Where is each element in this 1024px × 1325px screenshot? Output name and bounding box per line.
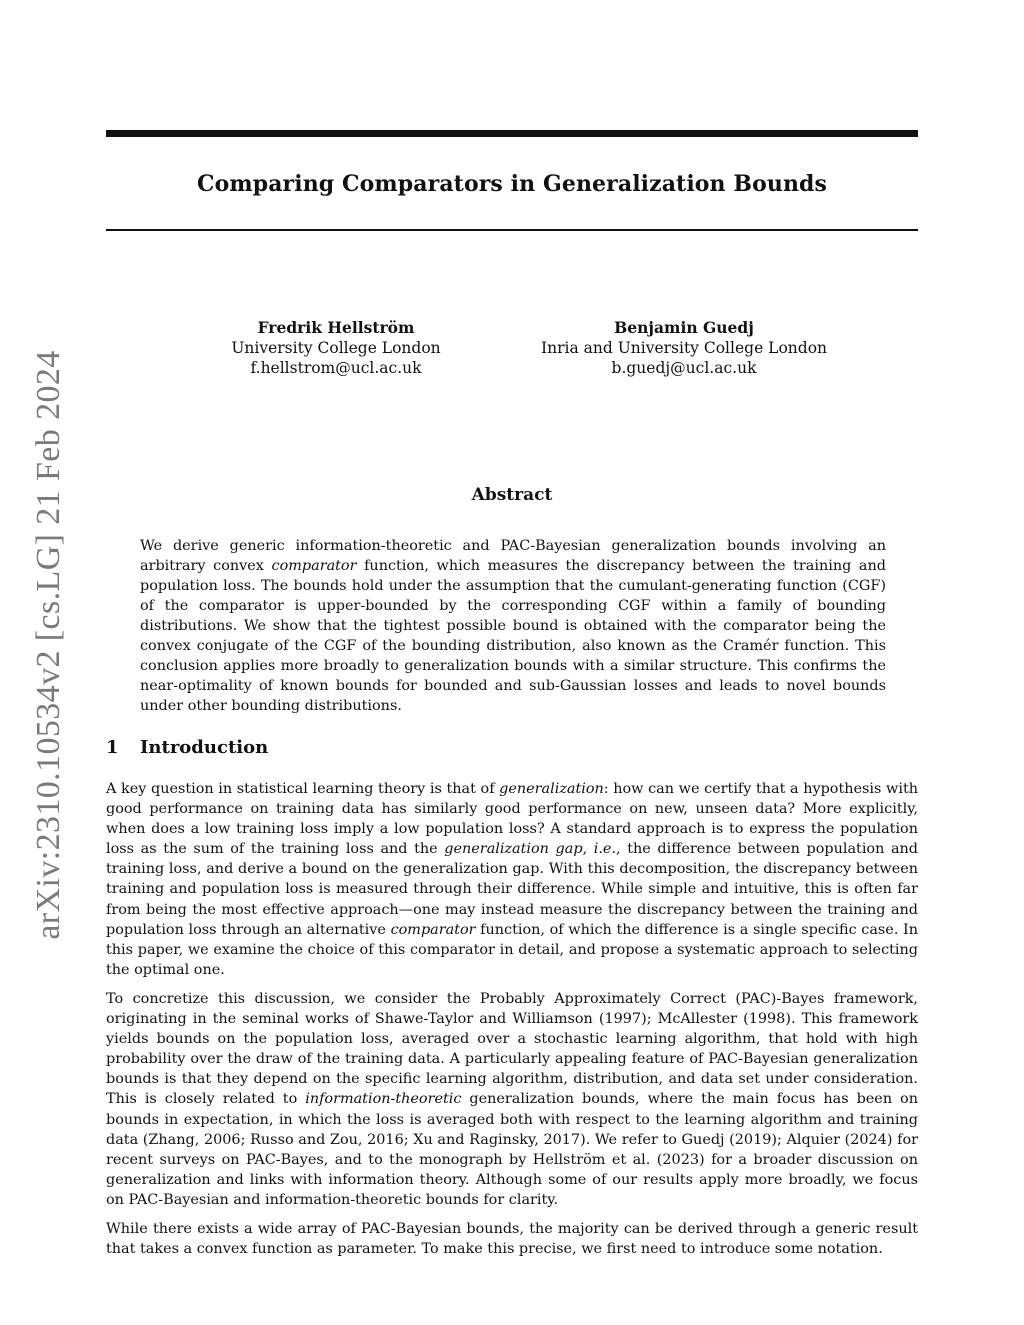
section-title: Introduction <box>140 737 269 758</box>
paragraph-1: A key question in statistical learning theory is that of generalization: how can we certify that a hypothesis with good performance on training data has similarly good performance on new, unseen data? More explicitly, when does a low training loss imply a low population loss? A standard approach is to express the population loss as the sum of the training loss and the generalization gap, i.e., the difference between population and training loss, and derive a bound on the generalization gap. With this decomposition, the discrepancy between training and population loss is measured through their difference. While simple and intuitive, this is often far from being the most effective approach—one may instead measure the discrepancy between the training and population loss through an alternative comparator function, of which the difference is a single specific case. In this paper, we examine the choice of this comparator in detail, and propose a systematic approach to selecting the optimal one. <box>106 781 919 978</box>
author-affiliation: Inria and University College London <box>540 339 828 357</box>
author-name: Benjamin Guedj <box>614 318 754 337</box>
title-top-rule <box>106 130 918 137</box>
author-block-2 <box>504 318 864 378</box>
title-bottom-rule <box>106 229 918 231</box>
section-heading-introduction <box>106 737 268 758</box>
paragraph-3: While there exists a wide array of PAC-Bayesian bounds, the majority can be derived through a generic result that takes a convex function as parameter. To make this precise, we first need to introduce some notation. <box>106 1220 918 1258</box>
author-affiliation: University College London <box>231 339 441 357</box>
abstract-body <box>140 536 886 716</box>
abstract-paragraph: We derive generic information-theoretic and PAC-Bayesian generalization bounds involving an arbitrary convex comparator function, which measures the discrepancy between the training and population loss. The bounds hold under the assumption that the cumulant-generating function (CGF) of the comparator is upper-bounded by the corresponding CGF within a family of bounding distributions. We show that the tightest possible bound is obtained with the comparator being the convex conjugate of the CGF of the bounding distribution, also known as the Cramér function. This conclusion applies more broadly to generalization bounds with a similar structure. This confirms the near-optimality of known bounds for bounded and sub-Gaussian losses and leads to novel bounds under other bounding distributions. <box>140 538 886 714</box>
author-email: b.guedj@ucl.ac.uk <box>611 359 757 377</box>
paragraph-2: To concretize this discussion, we consider the Probably Approximately Correct (PAC)-Bayes framework, originating in the seminal works of Shawe-Taylor and Williamson (1997); McAllester (1998). This framework yields bounds on the population loss, averaged over a stochastic learning algorithm, that hold with high probability over the draw of the training data. A particularly appealing feature of PAC-Bayesian generalization bounds is that they depend on the specific learning algorithm, distribution, and data set under consideration. This is closely related to information-theoretic generalization bounds, where the main focus has been on bounds in expectation, in which the loss is averaged both with respect to the learning algorithm and training data (Zhang, 2006; Russo and Zou, 2016; Xu and Raginsky, 2017). We refer to Guedj (2019); Alquier (2024) for recent surveys on PAC-Bayes, and to the monograph by Hellström et al. (2023) for a broader discussion on generalization and links with information theory. Although some of our results apply more broadly, we focus on PAC-Bayesian and information-theoretic bounds for clarity. <box>106 990 918 1208</box>
author-email: f.hellstrom@ucl.ac.uk <box>250 359 422 377</box>
introduction-body <box>106 779 918 1268</box>
section-number: 1 <box>106 737 119 758</box>
paper-title: Comparing Comparators in Generalization Bounds <box>196 171 828 197</box>
author-name: Fredrik Hellström <box>257 318 415 337</box>
abstract-heading: Abstract <box>471 485 553 505</box>
author-block-1 <box>156 318 516 378</box>
arxiv-identifier-stamp: arXiv:2310.10534v2 [cs.LG] 21 Feb 2024 <box>30 350 67 940</box>
